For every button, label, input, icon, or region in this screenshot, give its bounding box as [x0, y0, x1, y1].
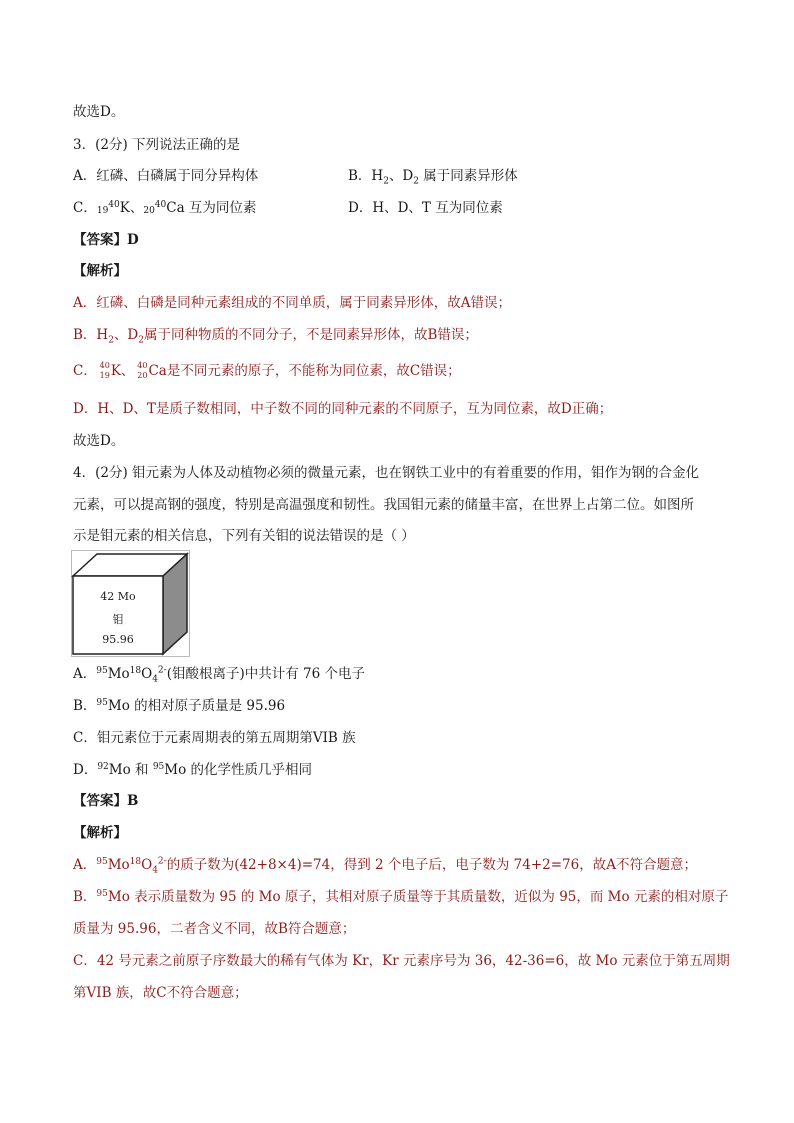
q3-option-b: B．$H_2$、$D_2$ 属于同素异形体	[348, 168, 518, 187]
question-4-stem-line3: 示是钼元素的相关信息，下列有关钼的说法错误的是（ ）	[73, 528, 415, 544]
question-3-stem: 3．(2分) 下列说法正确的是	[73, 137, 241, 153]
q3-analysis-a: A．红磷、白磷是同种元素组成的不同单质，属于同素异形体，故A错误；	[73, 295, 511, 311]
q4-analysis-heading: 【解析】	[73, 825, 127, 841]
q3-option-d: D．H、D、T 互为同位素	[348, 200, 503, 216]
q4-answer: 【答案】B	[73, 793, 139, 809]
q4-option-b: B．$^{95}$Mo 的相对原子质量是 95.96	[73, 698, 286, 714]
q4-analysis-c-line1: C．42 号元素之前原子序数最大的稀有气体为 Kr，Kr 元素序号为 36，42-36=6，故 Mo 元素位于第五周期	[73, 953, 730, 969]
element-number-symbol: 42 Mo	[100, 590, 136, 603]
q3-answer: 【答案】D	[73, 232, 139, 248]
q4-analysis-a: A．$^{95}Mo^{18}O_4^{2-}$的质子数为(42+8×4)=74，得到 2 个电子后，电子数为 74+2=76，故A不符合题意；	[73, 856, 697, 876]
q3-option-c: C．$_{19}^{40}$K、$_{20}^{40}$Ca 互为同位素	[73, 200, 257, 216]
q3-analysis-b: B．$H_2$、$D_2$属于同种物质的不同分子，不是同素异形体，故B错误；	[73, 327, 478, 346]
q4-analysis-b-line2: 质量为 95.96，二者含义不同，故B符合题意；	[73, 921, 356, 937]
element-mass: 95.96	[102, 633, 134, 646]
q3-analysis-d: D．H、D、T是质子数相同，中子数不同的同种元素的不同原子，互为同位素，故D正确；	[73, 401, 613, 417]
question-4-stem-line2: 元素，可以提高钢的强度，特别是高温强度和韧性。我国钼元素的储量丰富，在世界上占第二位。如图所	[73, 497, 694, 513]
q4-option-d: D．$^{92}$Mo 和 $^{95}$Mo 的化学性质几乎相同	[73, 762, 313, 778]
q3-analysis-heading: 【解析】	[73, 263, 127, 279]
isotope-ca: 40 20	[137, 361, 148, 380]
question-4-stem-line1: 4．(2分) 钼元素为人体及动植物必须的微量元素，也在钢铁工业中的有着重要的作用，钼作为钢的合金化	[73, 465, 700, 481]
q4-option-a: A．$^{95}Mo^{18}O_4^{2-}$(钼酸根离子)中共计有 76 个电子	[73, 665, 365, 685]
isotope-k: 40 19	[99, 361, 110, 380]
q3-analysis-c: C． 40 19 K、 40 20 Ca是不同元素的原子，不能称为同位素，故C错误；	[73, 361, 461, 380]
element-name: 钼	[112, 613, 124, 626]
q4-analysis-b-line1: B．$^{95}$Mo 表示质量数为 95 的 Mo 原子，其相对原子质量等于其质量数，近似为 95，而 Mo 元素的相对原子	[73, 889, 729, 905]
molybdenum-element-card	[71, 550, 190, 657]
q4-option-c: C．钼元素位于元素周期表的第五周期第VIB 族	[73, 730, 356, 746]
q4-analysis-c-line2: 第VIB 族，故C不符合题意；	[73, 985, 248, 1001]
q3-option-a: A．红磷、白磷属于同分异构体	[73, 168, 259, 184]
conclusion-text: 故选D。	[73, 104, 125, 120]
q3-conclusion: 故选D。	[73, 433, 125, 449]
